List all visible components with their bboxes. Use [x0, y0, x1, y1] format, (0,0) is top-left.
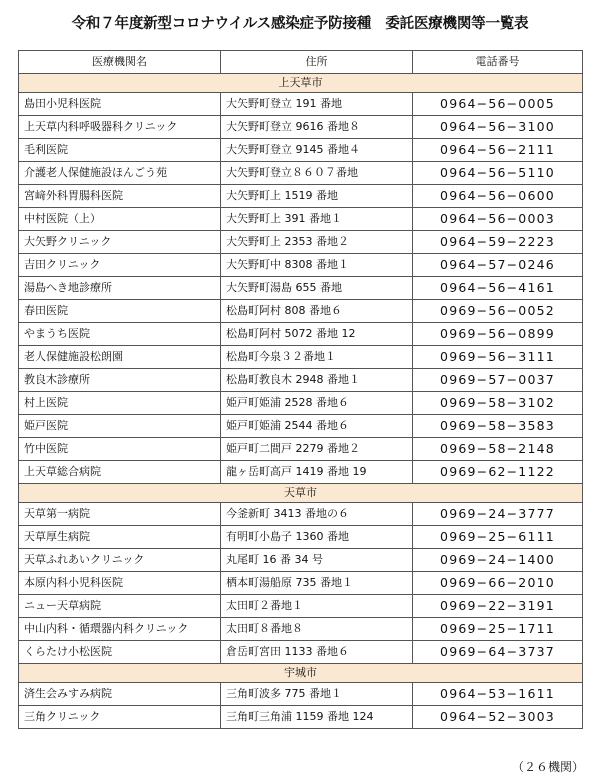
institution-address: 大矢野町上 1519 番地	[221, 185, 413, 208]
region-name: 宇城市	[19, 664, 583, 683]
header-address: 住所	[221, 51, 413, 74]
institution-name: 村上医院	[19, 392, 221, 415]
region-row	[19, 664, 583, 683]
institution-address: 三角町三角浦 1159 番地 124	[221, 706, 413, 729]
institution-phone: 0969−22−3191	[413, 595, 583, 618]
institution-address: 太田町２番地１	[221, 595, 413, 618]
institution-phone: 0969−62−1122	[413, 461, 583, 484]
table-row	[19, 300, 583, 323]
institution-address: 栖本町湯船原 735 番地１	[221, 572, 413, 595]
table-row	[19, 139, 583, 162]
institution-name: やまうち医院	[19, 323, 221, 346]
institution-address: 倉岳町宮田 1133 番地６	[221, 641, 413, 664]
header-name: 医療機関名	[19, 51, 221, 74]
institution-name: ニュー天草病院	[19, 595, 221, 618]
institution-phone: 0969−25−1711	[413, 618, 583, 641]
institution-name: 毛利医院	[19, 139, 221, 162]
table-row	[19, 392, 583, 415]
institution-name: 天草ふれあいクリニック	[19, 549, 221, 572]
table-row	[19, 683, 583, 706]
table-body	[19, 74, 583, 729]
institution-address: 松島町阿村 5072 番地 12	[221, 323, 413, 346]
institution-address: 大矢野町上 391 番地１	[221, 208, 413, 231]
institution-phone: 0964−59−2223	[413, 231, 583, 254]
institution-address: 丸尾町 16 番 34 号	[221, 549, 413, 572]
institution-address: 松島町阿村 808 番地６	[221, 300, 413, 323]
table-row	[19, 323, 583, 346]
institution-address: 姫戸町二間戸 2279 番地２	[221, 438, 413, 461]
institution-phone: 0969−64−3737	[413, 641, 583, 664]
table-row	[19, 572, 583, 595]
institution-address: 大矢野町上 2353 番地２	[221, 231, 413, 254]
table-row	[19, 461, 583, 484]
institution-name: 中村医院（上）	[19, 208, 221, 231]
region-name: 上天草市	[19, 74, 583, 93]
institution-name: くらたけ小松医院	[19, 641, 221, 664]
institution-phone: 0964−56−0003	[413, 208, 583, 231]
table-row	[19, 706, 583, 729]
institution-count: （２６機関）	[511, 760, 584, 774]
institution-name: 本原内科小児科医院	[19, 572, 221, 595]
institution-address: 姫戸町姫浦 2544 番地６	[221, 415, 413, 438]
table-row	[19, 254, 583, 277]
institution-phone: 0969−56−0052	[413, 300, 583, 323]
table-row	[19, 438, 583, 461]
table-row	[19, 641, 583, 664]
institution-name: 天草第一病院	[19, 503, 221, 526]
institution-phone: 0969−24−1400	[413, 549, 583, 572]
institution-table	[18, 50, 583, 729]
institution-name: 老人保健施設松朗園	[19, 346, 221, 369]
institution-phone: 0969−58−3583	[413, 415, 583, 438]
table-row	[19, 185, 583, 208]
institution-name: 吉田クリニック	[19, 254, 221, 277]
page-title: 令和７年度新型コロナウイルス感染症予防接種 委託医療機関等一覧表	[71, 16, 529, 32]
institution-name: 天草厚生病院	[19, 526, 221, 549]
institution-name: 春田医院	[19, 300, 221, 323]
region-row	[19, 484, 583, 503]
institution-address: 松島町教良木 2948 番地１	[221, 369, 413, 392]
institution-phone: 0964−56−2111	[413, 139, 583, 162]
region-row	[19, 74, 583, 93]
institution-name: 大矢野クリニック	[19, 231, 221, 254]
institution-name: 上天草総合病院	[19, 461, 221, 484]
institution-address: 大矢野町登立 191 番地	[221, 93, 413, 116]
institution-phone: 0969−24−3777	[413, 503, 583, 526]
table-header-row	[19, 51, 583, 74]
table-row	[19, 618, 583, 641]
table-row	[19, 346, 583, 369]
table-row	[19, 162, 583, 185]
table-row	[19, 277, 583, 300]
institution-name: 竹中医院	[19, 438, 221, 461]
table-row	[19, 369, 583, 392]
region-name: 天草市	[19, 484, 583, 503]
institution-phone: 0964−56−5110	[413, 162, 583, 185]
institution-phone: 0964−56−0600	[413, 185, 583, 208]
institution-address: 姫戸町姫浦 2528 番地６	[221, 392, 413, 415]
institution-phone: 0964−56−4161	[413, 277, 583, 300]
institution-phone: 0969−56−0899	[413, 323, 583, 346]
institution-name: 介護老人保健施設ほんごう苑	[19, 162, 221, 185]
table-row	[19, 595, 583, 618]
table-row	[19, 116, 583, 139]
table-row	[19, 93, 583, 116]
institution-name: 済生会みすみ病院	[19, 683, 221, 706]
institution-name: 教良木診療所	[19, 369, 221, 392]
table-row	[19, 526, 583, 549]
institution-address: 大矢野町湯島 655 番地	[221, 277, 413, 300]
institution-phone: 0969−56−3111	[413, 346, 583, 369]
institution-name: 島田小児科医院	[19, 93, 221, 116]
institution-phone: 0969−58−2148	[413, 438, 583, 461]
institution-address: 大矢野町登立 9616 番地８	[221, 116, 413, 139]
institution-phone: 0964−57−0246	[413, 254, 583, 277]
institution-name: 湯島へき地診療所	[19, 277, 221, 300]
table-row	[19, 415, 583, 438]
institution-phone: 0964−56−3100	[413, 116, 583, 139]
institution-phone: 0969−66−2010	[413, 572, 583, 595]
institution-address: 松島町今泉３２番地１	[221, 346, 413, 369]
institution-name: 中山内科・循環器内科クリニック	[19, 618, 221, 641]
institution-phone: 0964−52−3003	[413, 706, 583, 729]
institution-address: 三角町波多 775 番地１	[221, 683, 413, 706]
header-phone: 電話番号	[413, 51, 583, 74]
institution-name: 三角クリニック	[19, 706, 221, 729]
institution-address: 龍ヶ岳町高戸 1419 番地 19	[221, 461, 413, 484]
institution-address: 有明町小島子 1360 番地	[221, 526, 413, 549]
institution-phone: 0969−57−0037	[413, 369, 583, 392]
institution-address: 大矢野町登立 9145 番地４	[221, 139, 413, 162]
institution-address: 大矢野町中 8308 番地１	[221, 254, 413, 277]
institution-phone: 0964−53−1611	[413, 683, 583, 706]
institution-phone: 0969−25−6111	[413, 526, 583, 549]
institution-address: 大矢野町登立８６０７番地	[221, 162, 413, 185]
institution-name: 上天草内科呼吸器科クリニック	[19, 116, 221, 139]
institution-phone: 0964−56−0005	[413, 93, 583, 116]
institution-name: 姫戸医院	[19, 415, 221, 438]
table-row	[19, 208, 583, 231]
institution-name: 宮﨑外科胃腸科医院	[19, 185, 221, 208]
institution-address: 太田町８番地８	[221, 618, 413, 641]
table-row	[19, 503, 583, 526]
institution-address: 今釜新町 3413 番地の６	[221, 503, 413, 526]
table-row	[19, 231, 583, 254]
table-row	[19, 549, 583, 572]
institution-phone: 0969−58−3102	[413, 392, 583, 415]
